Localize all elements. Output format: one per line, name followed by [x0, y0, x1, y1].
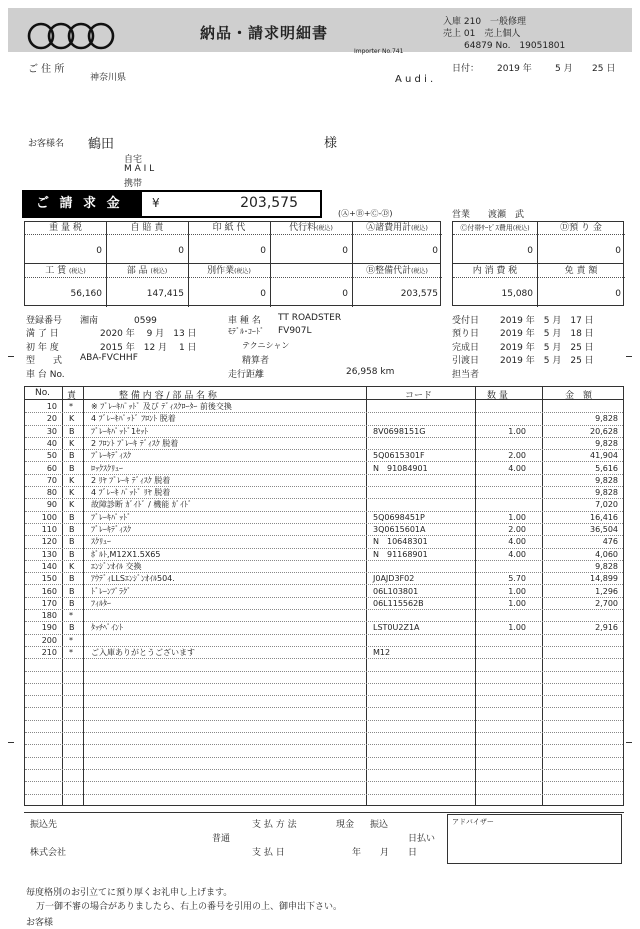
empty-row	[25, 745, 623, 757]
deposit-value: 0	[615, 246, 621, 256]
sales-label: 営業	[452, 210, 471, 220]
item-name: ﾌﾞﾚｰｷﾃﾞｨｽｸ	[91, 451, 131, 461]
extra-work-header: 別作業(税込)	[188, 265, 270, 278]
model-code-value: FV907L	[278, 326, 312, 336]
item-amount: 7,020	[595, 500, 618, 510]
item-code: J0AJD3F02	[373, 574, 415, 584]
item-amount: 9,828	[595, 414, 618, 424]
item-resp: B	[69, 598, 75, 608]
date-day: 25 日	[592, 64, 616, 74]
item-amount: 36,504	[590, 525, 618, 534]
parts-header: 部 品 (税込)	[106, 265, 188, 278]
table-row	[25, 586, 623, 598]
item-qty: 5.70	[508, 574, 526, 584]
deductible-header: 免 責 額	[537, 265, 625, 278]
item-resp: *	[69, 648, 73, 657]
item-no: 110	[41, 525, 57, 534]
completion-date-label: 完成日	[452, 343, 480, 353]
table-row	[25, 647, 623, 659]
pay-month: 月	[380, 848, 390, 858]
header-line-2: 売上 01 売上個人	[443, 29, 521, 39]
item-resp: B	[69, 525, 75, 534]
deposit-date-label: 預り日	[452, 329, 480, 339]
table-row	[25, 499, 623, 511]
items-table	[24, 386, 624, 806]
item-code: 06L115562B	[373, 598, 424, 608]
margin-mark-right-2	[626, 742, 632, 743]
item-name: ﾛｯｸｽｸﾘｭｰ	[91, 463, 123, 473]
stamp-fee-header: 印 紙 代	[188, 222, 270, 235]
item-no: 130	[41, 549, 57, 559]
empty-row	[25, 684, 623, 696]
footer-divider	[24, 812, 624, 813]
account-type: 普通	[212, 834, 231, 844]
header-band	[8, 8, 632, 55]
item-name: ご入庫ありがとうございます	[91, 648, 195, 657]
table-row	[25, 450, 623, 462]
item-no: 140	[41, 561, 57, 571]
item-no: 40	[46, 438, 57, 448]
item-name: ｱｳﾃﾞｨLLSｴﾝｼﾞﾝｵｲﾙ504.	[91, 574, 175, 584]
item-amount: 9,828	[595, 475, 618, 485]
item-qty: 4.00	[508, 549, 526, 559]
item-no: 50	[46, 451, 57, 461]
maintenance-total-value: 203,575	[400, 289, 438, 299]
table-row	[25, 635, 623, 647]
item-name: ﾀｯﾁﾍﾟｲﾝﾄ	[91, 623, 123, 633]
item-name: 故障診断 ｶﾞｲﾄﾞ / 機能 ｶﾞｲﾄﾞ	[91, 500, 192, 510]
labor-value: 56,160	[70, 289, 102, 299]
item-qty: 4.00	[508, 537, 526, 547]
completion-date-value: 2019 年 5 月 25 日	[500, 343, 594, 353]
item-name: ※ ﾌﾞﾚｰｷﾊﾟｯﾄﾞ 及び ﾃﾞｨｽｸﾛｰﾀｰ 前後交換	[91, 402, 232, 411]
item-resp: B	[69, 451, 75, 461]
page-title: 納品・請求明細書	[200, 24, 329, 42]
blank-value: 0	[342, 289, 348, 299]
item-no: 170	[41, 598, 57, 608]
col-no: No.	[35, 388, 50, 398]
after-pay: 日払い	[408, 834, 436, 844]
extra-work-value: 0	[260, 289, 266, 299]
table-row	[25, 610, 623, 622]
billing-formula: (Ⓐ+Ⓑ+Ⓒ-Ⓓ)	[338, 209, 393, 218]
reg-number-value: 湘南 0599	[80, 316, 157, 326]
item-amount: 1,296	[595, 586, 618, 596]
item-no: 210	[41, 648, 57, 657]
item-name: 4 ﾌﾞﾚｰｷ ﾊﾟｯﾄﾞ ﾘﾔ 脱着	[91, 488, 171, 498]
customer-footer-label: お客様	[26, 918, 54, 928]
expiry-value: 2020 年 9 月 13 日	[100, 329, 197, 339]
delivery-date-value: 2019 年 5 月 25 日	[500, 356, 594, 366]
item-code: M12	[373, 648, 391, 657]
person-in-charge-label: 担当者	[452, 370, 480, 380]
col-resp: 責	[67, 391, 77, 401]
contact-mobile: 携帯	[124, 179, 143, 189]
pay-day: 日	[408, 848, 418, 858]
item-no: 120	[41, 537, 57, 547]
margin-mark-left-2	[8, 742, 14, 743]
pay-cash: 現金	[336, 820, 355, 830]
table-row	[25, 475, 623, 487]
table-row	[25, 413, 623, 425]
liability-insurance-header: 自 賠 責	[106, 222, 188, 235]
item-no: 30	[46, 426, 57, 436]
item-resp: *	[69, 611, 73, 621]
misc-cost-total-value: 0	[432, 246, 438, 256]
item-name: 4 ﾌﾞﾚｰｷﾊﾟｯﾄﾞ ﾌﾛﾝﾄ 脱着	[91, 414, 176, 424]
items-header	[25, 387, 623, 400]
item-code: N 10648301	[373, 537, 428, 547]
item-code: 5Q0698451P	[373, 512, 425, 522]
item-code: LST0U2Z1A	[373, 623, 420, 633]
item-no: 180	[41, 611, 57, 621]
sales-name: 渡瀬 武	[488, 210, 525, 220]
address-label: ご 住 所	[28, 64, 65, 75]
thanks-note: 毎度格別のお引立てに預り厚くお礼申し上げます。	[26, 888, 233, 898]
item-code: N 91084901	[373, 463, 428, 473]
yen-sign: ¥	[152, 196, 160, 210]
table-row	[25, 512, 623, 524]
item-resp: *	[69, 635, 73, 645]
item-amount: 16,416	[590, 512, 618, 522]
date-label: 日付：	[452, 64, 480, 74]
table-row	[25, 438, 623, 450]
item-resp: B	[69, 463, 75, 473]
inquiry-note: 万一御不審の場合がありましたら、右上の番号を引用の上、御申出下さい。	[36, 902, 343, 912]
importer-number: Importer No.741	[354, 48, 404, 55]
item-code: 06L103801	[373, 586, 419, 596]
maintenance-total-header: Ⓑ整備代計(税込)	[352, 265, 442, 278]
advisor-box	[447, 814, 622, 864]
audi-rings-icon	[26, 21, 118, 51]
mileage-label: 走行距離	[228, 370, 265, 380]
expiry-label: 満 了 日	[26, 329, 59, 339]
item-resp: B	[69, 586, 75, 596]
item-no: 160	[41, 586, 57, 596]
table-row	[25, 426, 623, 438]
item-resp: K	[69, 488, 75, 498]
deductible-value: 0	[615, 289, 621, 299]
item-resp: *	[69, 402, 73, 411]
pay-method-label: 支 払 方 法	[252, 820, 297, 830]
item-name: ﾌﾞﾚｰｷﾊﾟｯﾄﾞ1ｾｯﾄ	[91, 426, 149, 436]
customer-honorific: 様	[324, 136, 338, 151]
contact-home: 自宅	[124, 155, 143, 165]
item-name: 2 ﾌﾛﾝﾄ ﾌﾞﾚｰｷ ﾃﾞｨｽｸ 脱着	[91, 438, 179, 448]
margin-mark-left-1	[8, 356, 14, 357]
consumption-tax-header: 内 消 費 税	[453, 265, 537, 278]
empty-row	[25, 672, 623, 684]
item-code: 5Q0615301F	[373, 451, 425, 461]
model-code-label: ﾓﾃﾞﾙ･ｺｰﾄﾞ	[228, 327, 264, 336]
item-amount: 476	[602, 537, 618, 547]
item-resp: B	[69, 426, 75, 436]
item-qty: 1.00	[508, 512, 526, 522]
item-qty: 4.00	[508, 463, 526, 473]
item-no: 10	[46, 402, 57, 411]
item-resp: K	[69, 438, 75, 448]
item-code: 8V0698151G	[373, 426, 426, 436]
item-resp: B	[69, 549, 75, 559]
empty-row	[25, 721, 623, 733]
table-row	[25, 561, 623, 573]
item-code: 3Q0615601A	[373, 525, 426, 534]
item-name: ｽｸﾘｭｰ	[91, 537, 111, 547]
item-name: ｴﾝｼﾞﾝｵｲﾙ 交換	[91, 561, 142, 571]
empty-row	[25, 770, 623, 782]
stamp-fee-value: 0	[260, 246, 266, 256]
blank-header	[270, 265, 352, 278]
date-month: 5 月	[555, 64, 573, 74]
item-amount: 9,828	[595, 561, 618, 571]
col-code: コード	[405, 391, 433, 401]
weight-tax-header: 重 量 税	[25, 222, 106, 235]
deposit-date-value: 2019 年 5 月 18 日	[500, 329, 594, 339]
deposit-header: Ⓓ預 り 金	[537, 222, 625, 235]
item-no: 150	[41, 574, 57, 584]
empty-row	[25, 659, 623, 671]
delivery-date-label: 引渡日	[452, 356, 480, 366]
model-label: 車 種 名	[228, 316, 261, 326]
item-amount: 20,628	[590, 426, 618, 436]
summary-right-table	[452, 221, 624, 306]
table-row	[25, 401, 623, 413]
address-value: 神奈川県	[90, 73, 127, 83]
item-name: ﾎﾞﾙﾄ,M12X1.5X65	[91, 549, 161, 559]
item-no: 60	[46, 463, 57, 473]
mileage-value: 26,958 km	[346, 367, 395, 377]
table-row	[25, 549, 623, 561]
item-resp: B	[69, 537, 75, 547]
item-no: 200	[41, 635, 57, 645]
item-amount: 9,828	[595, 438, 618, 448]
service-cost-header: Ⓒ付帯ｻｰﾋﾞｽ費用(税込)	[453, 222, 537, 235]
received-date-label: 受付日	[452, 316, 480, 326]
item-amount: 2,916	[595, 623, 618, 633]
item-amount: 41,904	[590, 451, 618, 461]
technician-label: テクニシャン	[242, 341, 290, 350]
date-year: 2019 年	[497, 64, 532, 74]
item-resp: B	[69, 623, 75, 633]
item-no: 80	[46, 488, 57, 498]
col-name: 整 備 内 容 / 部 品 名 称	[119, 391, 217, 401]
type-value: ABA-FVCHHF	[80, 353, 138, 363]
contact-mail: M A I L	[124, 164, 155, 174]
empty-row	[25, 758, 623, 770]
item-qty: 2.00	[508, 525, 526, 534]
item-resp: K	[69, 475, 75, 485]
item-resp: K	[69, 561, 75, 571]
pay-transfer: 振込	[370, 820, 389, 830]
billing-amount: 203,575	[240, 195, 298, 211]
item-code: N 91168901	[373, 549, 428, 559]
misc-cost-total-header: Ⓐ諸費用計(税込)	[352, 222, 442, 235]
received-date-value: 2019 年 5 月 17 日	[500, 316, 594, 326]
empty-row	[25, 696, 623, 708]
header-line-1: 入庫 210 一般修理	[443, 17, 527, 27]
empty-row	[25, 782, 623, 794]
margin-mark-right-1	[626, 356, 632, 357]
table-row	[25, 536, 623, 548]
item-amount: 4,060	[595, 549, 618, 559]
billing-label: ご 請 求 金 額	[24, 192, 142, 216]
table-row	[25, 573, 623, 585]
item-name: ﾌﾞﾚｰｷﾊﾟｯﾄﾞ	[91, 512, 131, 522]
weight-tax-value: 0	[96, 246, 102, 256]
header-line-3: 64879 No. 19051801	[464, 41, 566, 51]
item-amount: 9,828	[595, 488, 618, 498]
item-resp: B	[69, 574, 75, 584]
settler-label: 精算者	[242, 356, 270, 366]
item-name: ﾌﾞﾚｰｷﾃﾞｨｽｸ	[91, 525, 131, 534]
service-cost-value: 0	[527, 246, 533, 256]
chassis-label: 車 台 No.	[26, 370, 65, 380]
item-resp: K	[69, 414, 75, 424]
liability-insurance-value: 0	[178, 246, 184, 256]
table-row	[25, 622, 623, 634]
col-amount: 金 額	[565, 391, 593, 401]
item-resp: B	[69, 512, 75, 522]
item-qty: 1.00	[508, 598, 526, 608]
item-no: 100	[41, 512, 57, 522]
pay-year: 年	[352, 848, 362, 858]
item-amount: 14,899	[590, 574, 618, 584]
item-no: 70	[46, 475, 57, 485]
table-row	[25, 524, 623, 536]
item-no: 190	[41, 623, 57, 633]
transfer-label: 振込先	[30, 820, 58, 830]
customer-label: お客様名	[28, 139, 65, 149]
item-no: 20	[46, 414, 57, 424]
item-qty: 1.00	[508, 586, 526, 596]
item-qty: 2.00	[508, 451, 526, 461]
item-no: 90	[46, 500, 57, 510]
table-row	[25, 598, 623, 610]
item-qty: 1.00	[508, 426, 526, 436]
consumption-tax-value: 15,080	[501, 289, 533, 299]
empty-row	[25, 733, 623, 745]
item-amount: 5,616	[595, 463, 618, 473]
pay-date-label: 支 払 日	[252, 848, 285, 858]
first-reg-value: 2015 年 12 月 1 日	[100, 343, 197, 353]
reg-number-label: 登録番号	[26, 316, 63, 326]
advisor-label: アドバイザー	[452, 818, 494, 826]
item-name: ﾌｨﾙﾀｰ	[91, 598, 111, 608]
company-label: 株式会社	[30, 848, 67, 858]
item-qty: 1.00	[508, 623, 526, 633]
item-name: ﾄﾞﾚｰﾝﾌﾟﾗｸﾞ	[91, 586, 131, 596]
table-row	[25, 463, 623, 475]
table-row	[25, 487, 623, 499]
brand-text: A u d i .	[395, 74, 434, 85]
item-amount: 2,700	[595, 598, 618, 608]
item-resp: K	[69, 500, 75, 510]
item-name: 2 ﾘﾔ ﾌﾞﾚｰｷ ﾃﾞｨｽｸ 脱着	[91, 475, 171, 485]
customer-name: 鶴田	[88, 137, 115, 152]
empty-row	[25, 709, 623, 721]
col-qty: 数 量	[487, 391, 508, 401]
agency-fee-header: 代行料(税込)	[270, 222, 352, 235]
type-label: 型 式	[26, 356, 63, 366]
labor-header: 工 賃 (税込)	[25, 265, 106, 278]
agency-fee-value: 0	[342, 246, 348, 256]
model-value: TT ROADSTER	[278, 313, 342, 323]
parts-value: 147,415	[146, 289, 184, 299]
first-reg-label: 初 年 度	[26, 343, 59, 353]
summary-left-table	[24, 221, 441, 306]
